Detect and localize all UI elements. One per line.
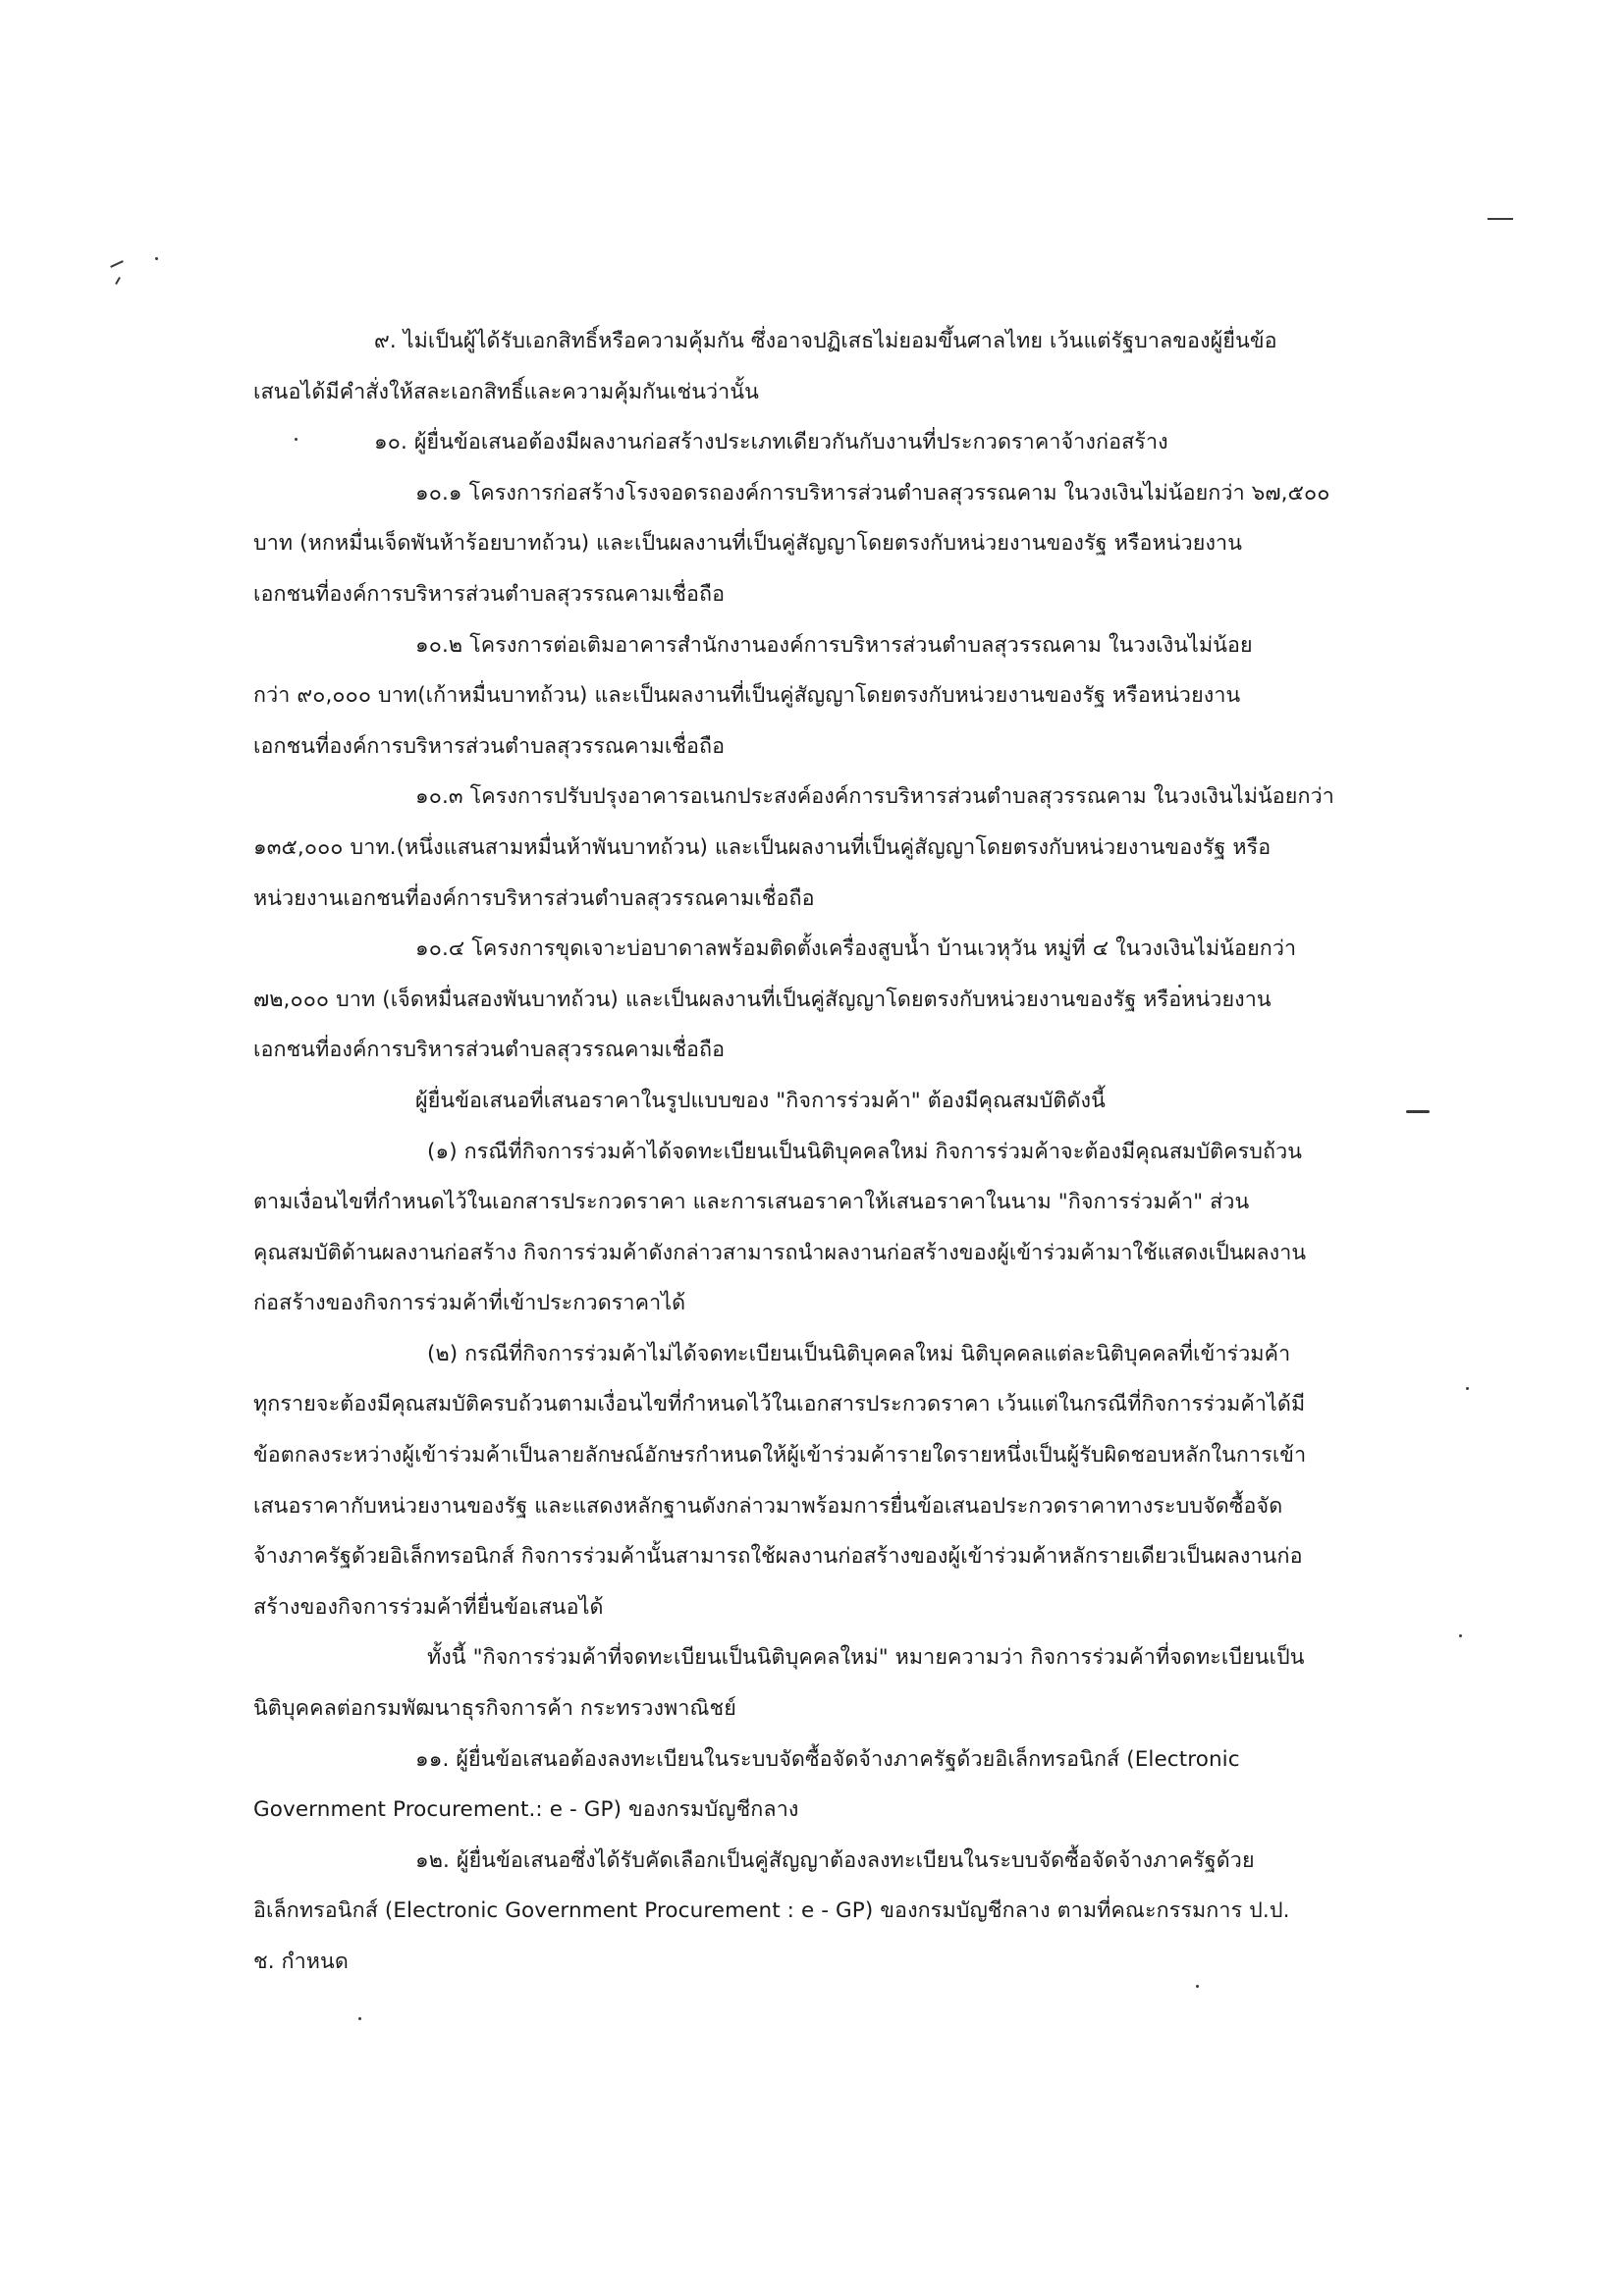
text-line: ก่อสร้างของกิจการร่วมค้าที่เข้าประกวดราคาได้ bbox=[253, 1291, 686, 1316]
text-line: ๙. ไม่เป็นผู้ได้รับเอกสิทธิ์หรือความคุ้มกัน ซึ่งอาจปฏิเสธไม่ยอมขึ้นศาลไทย เว้นแต่รัฐบาลของผู้ยื่นข้อ bbox=[374, 329, 1277, 353]
text-line: นิติบุคคลต่อกรมพัฒนาธุรกิจการค้า กระทรวงพาณิชย์ bbox=[253, 1696, 736, 1722]
text-line: กว่า ๙๐,๐๐๐ บาท(เก้าหมื่นบาทถ้วน) และเป็นผลงานที่เป็นคู่สัญญาโดยตรงกับหน่วยงานของรัฐ หรือหน่วยงาน bbox=[253, 683, 1241, 709]
scan-dot bbox=[358, 2017, 361, 2020]
text-line: (๒) กรณีที่กิจการร่วมค้าไม่ได้จดทะเบียนเป็นนิติบุคคลใหม่ นิติบุคคลแต่ละนิติบุคคลที่เข้าร่วมค้า bbox=[427, 1341, 1291, 1366]
text-line: จ้างภาครัฐด้วยอิเล็กทรอนิกส์ กิจการร่วมค้านั้นสามารถใช้ผลงานก่อสร้างของผู้เข้าร่วมค้าหลักรายเดียวเป็นผลงานก่อ bbox=[253, 1544, 1303, 1570]
text-line: ๑๐.๑ โครงการก่อสร้างโรงจอดรถองค์การบริหารส่วนตำบลสุวรรณคาม ในวงเงินไม่น้อยกว่า ๖๗,๕๐๐ bbox=[415, 480, 1330, 506]
text-line: ๗๒,๐๐๐ บาท (เจ็ดหมื่นสองพันบาทถ้วน) และเป็นผลงานที่เป็นคู่สัญญาโดยตรงกับหน่วยงานของรัฐ หรือหน่วยงาน bbox=[253, 987, 1272, 1012]
text-line: ตามเงื่อนไขที่กำหนดไว้ในเอกสารประกวดราคา และการเสนอราคาให้เสนอราคาในนาม "กิจการร่วมค้า" ส่วน bbox=[253, 1190, 1250, 1215]
text-line: หน่วยงานเอกชนที่องค์การบริหารส่วนตำบลสุวรรณคามเชื่อถือ bbox=[253, 885, 815, 911]
text-line: สร้างของกิจการร่วมค้าที่ยื่นข้อเสนอได้ bbox=[253, 1594, 604, 1620]
text-line: ทุกรายจะต้องมีคุณสมบัติครบถ้วนตามเงื่อนไขที่กำหนดไว้ในเอกสารประกวดราคา เว้นแต่ในกรณีที่กิจการร่วมค้าได้มี bbox=[253, 1392, 1306, 1417]
text-line: ช. กำหนด bbox=[253, 1949, 349, 1974]
text-line: เอกชนที่องค์การบริหารส่วนตำบลสุวรรณคามเชื่อถือ bbox=[253, 1038, 726, 1063]
text-line: ๑๐.๓ โครงการปรับปรุงอาคารอเนกประสงค์องค์การบริหารส่วนตำบลสุวรรณคาม ในวงเงินไม่น้อยกว่า bbox=[415, 784, 1334, 810]
scan-dot bbox=[155, 257, 158, 260]
text-line: ๑๐.๒ โครงการต่อเติมอาคารสำนักงานองค์การบริหารส่วนตำบลสุวรรณคาม ในวงเงินไม่น้อย bbox=[415, 632, 1253, 658]
text-line: ทั้งนี้ "กิจการร่วมค้าที่จดทะเบียนเป็นนิติบุคคลใหม่" หมายความว่า กิจการร่วมค้าที่จดทะเบียนเป็น bbox=[427, 1645, 1305, 1671]
text-line: ข้อตกลงระหว่างผู้เข้าร่วมค้าเป็นลายลักษณ์อักษรกำหนดให้ผู้เข้าร่วมค้ารายใดรายหนึ่งเป็นผู้รับผิดชอบหลักในการเข้า bbox=[253, 1443, 1307, 1468]
text-line: เสนอราคากับหน่วยงานของรัฐ และแสดงหลักฐานดังกล่าวมาพร้อมการยื่นข้อเสนอประกวดราคาทางระบบจัดซื้อจัด bbox=[253, 1493, 1283, 1519]
text-line: ๑๑. ผู้ยื่นข้อเสนอต้องลงทะเบียนในระบบจัดซื้อจัดจ้างภาครัฐด้วยอิเล็กทรอนิกส์ (Electronic bbox=[415, 1746, 1240, 1772]
text-line: เอกชนที่องค์การบริหารส่วนตำบลสุวรรณคามเชื่อถือ bbox=[253, 581, 726, 607]
scan-dot bbox=[1466, 1387, 1469, 1390]
scan-mark-dash bbox=[1406, 1110, 1430, 1113]
text-line: ๑๒. ผู้ยื่นข้อเสนอซึ่งได้รับคัดเลือกเป็นคู่สัญญาต้องลงทะเบียนในระบบจัดซื้อจัดจ้างภาครัฐด้วย bbox=[415, 1847, 1255, 1873]
scan-mark-dash bbox=[1488, 218, 1513, 220]
text-line: (๑) กรณีที่กิจการร่วมค้าได้จดทะเบียนเป็นนิติบุคคลใหม่ กิจการร่วมค้าจะต้องมีคุณสมบัติครบถ้วน bbox=[427, 1139, 1303, 1164]
document-body bbox=[253, 316, 1373, 1988]
text-line: ๑๓๕,๐๐๐ บาท.(หนึ่งแสนสามหมื่นห้าพันบาทถ้วน) และเป็นผลงานที่เป็นคู่สัญญาโดยตรงกับหน่วยงานของรัฐ หรือ bbox=[253, 834, 1272, 860]
text-line: ผู้ยื่นข้อเสนอที่เสนอราคาในรูปแบบของ "กิจการร่วมค้า" ต้องมีคุณสมบัติดังนี้ bbox=[415, 1088, 1106, 1113]
text-line: Government Procurement.: e - GP) ของกรมบัญชีกลาง bbox=[253, 1797, 799, 1823]
text-line: เสนอได้มีคำสั่งให้สละเอกสิทธิ์และความคุ้มกันเช่นว่านั้น bbox=[253, 379, 759, 404]
text-line: อิเล็กทรอนิกส์ (Electronic Government Procurement : e - GP) ของกรมบัญชีกลาง ตามที่คณะกรรมการ ป.ป. bbox=[253, 1898, 1290, 1924]
text-line: เอกชนที่องค์การบริหารส่วนตำบลสุวรรณคามเชื่อถือ bbox=[253, 733, 726, 759]
text-line: คุณสมบัติด้านผลงานก่อสร้าง กิจการร่วมค้าดังกล่าวสามารถนำผลงานก่อสร้างของผู้เข้าร่วมค้ามาใช้แสดงเป็นผลงาน bbox=[253, 1240, 1307, 1265]
scan-dot bbox=[1459, 1634, 1462, 1637]
text-line: ๑๐. ผู้ยื่นข้อเสนอต้องมีผลงานก่อสร้างประเภทเดียวกันกับงานที่ประกวดราคาจ้างก่อสร้าง bbox=[374, 430, 1168, 455]
scan-mark-tick bbox=[110, 260, 124, 268]
text-line: บาท (หกหมื่นเจ็ดพันห้าร้อยบาทถ้วน) และเป็นผลงานที่เป็นคู่สัญญาโดยตรงกับหน่วยงานของรัฐ หรือหน่วยงาน bbox=[253, 531, 1243, 557]
text-line: ๑๐.๔ โครงการขุดเจาะบ่อบาดาลพร้อมติดตั้งเครื่องสูบน้ำ บ้านเวหุวัน หมู่ที่ ๔ ในวงเงินไม่น้อยกว่า bbox=[415, 936, 1297, 962]
scan-mark-tick bbox=[115, 277, 121, 285]
